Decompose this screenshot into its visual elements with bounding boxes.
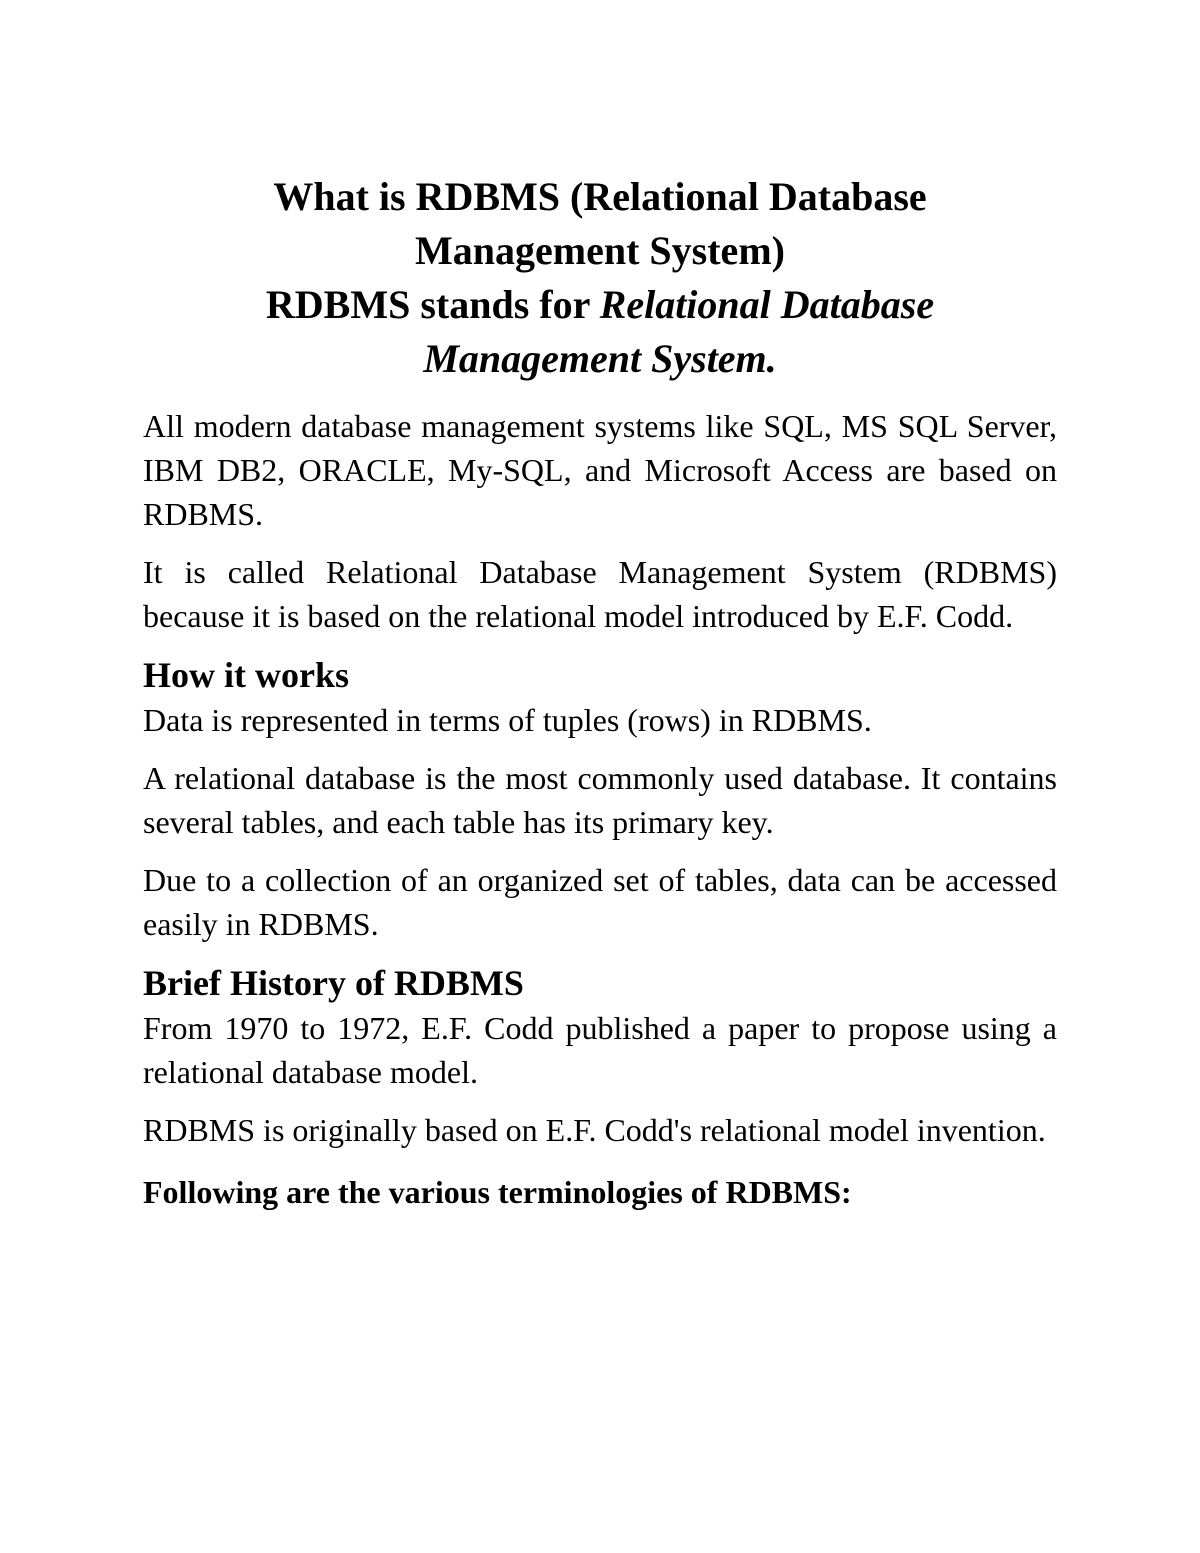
title-line-3-italic: Relational Database xyxy=(599,282,935,327)
title-line-4-italic: Management System. xyxy=(423,336,777,381)
how-paragraph-1: Data is represented in terms of tuples (rows) in RDBMS. xyxy=(143,702,872,738)
document-title xyxy=(143,170,1057,386)
terminologies-lead: Following are the various terminologies of RDBMS: xyxy=(143,1174,852,1210)
title-line-4 xyxy=(143,332,1057,386)
history-paragraph-1: From 1970 to 1972, E.F. Codd published a paper to propose using a relational database model. xyxy=(143,1010,1057,1090)
section-heading-how-it-works: How it works xyxy=(143,655,349,695)
how-paragraph-2: A relational database is the most commonly used database. It contains several tables, and each table has its primary key. xyxy=(143,760,1057,840)
intro-paragraph-1: All modern database management systems like SQL, MS SQL Server, IBM DB2, ORACLE, My-SQL, and Microsoft Access are based on RDBMS. xyxy=(143,408,1057,532)
how-paragraph-3: Due to a collection of an organized set of tables, data can be accessed easily in RDBMS. xyxy=(143,862,1057,942)
section-heading-history: Brief History of RDBMS xyxy=(143,963,524,1003)
title-line-3-prefix: RDBMS stands for xyxy=(265,282,600,327)
intro-paragraph-2: It is called Relational Database Management System (RDBMS) because it is based on the relational model introduced by E.F. Codd. xyxy=(143,554,1057,634)
title-line-1: What is RDBMS (Relational Database xyxy=(273,174,927,219)
title-line-2: Management System) xyxy=(415,228,785,273)
title-line-3 xyxy=(143,278,1057,332)
history-paragraph-2: RDBMS is originally based on E.F. Codd's relational model invention. xyxy=(143,1112,1046,1148)
